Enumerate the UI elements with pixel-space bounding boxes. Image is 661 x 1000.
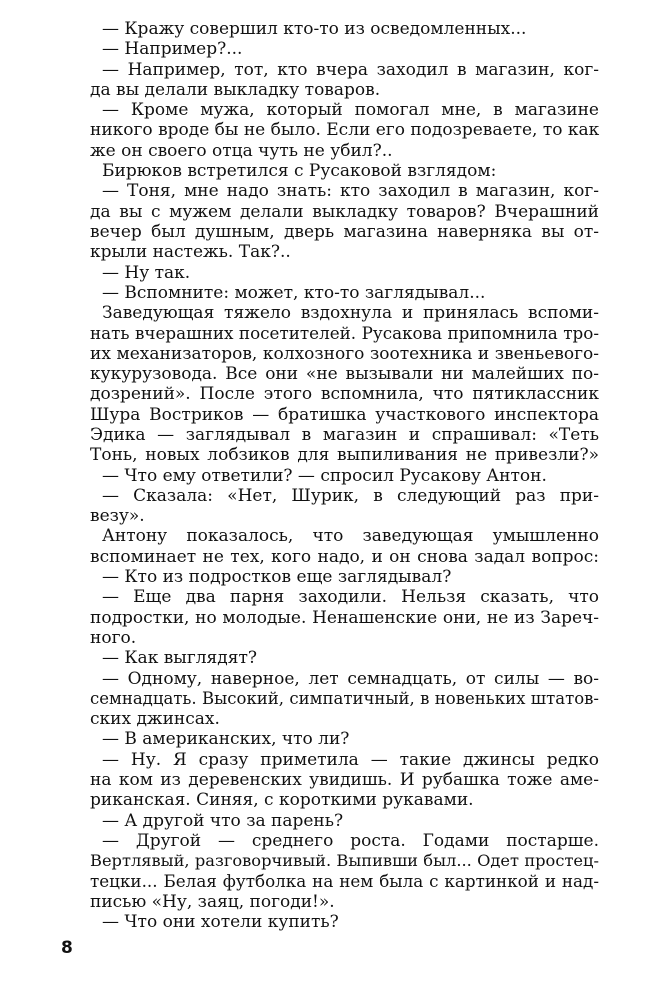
text-line: — А другой что за парень? [102,810,344,831]
text-line: — Ну так. [102,262,191,283]
text-line: — Другой — среднего роста. Годами постарше. [102,830,599,851]
text-line: их механизаторов, колхозного зоотехника и звеньевого- [90,343,599,364]
text-line: Эдика — заглядывал в магазин и спрашивал: «Теть [90,424,599,445]
text-line: подростки, но молодые. Ненашенские они, не из Зареч- [90,607,599,628]
text-line: на ком из деревенских увидишь. И рубашка тоже аме- [90,769,599,790]
text-line: нать вчерашних посетителей. Русакова припомнила тро- [90,323,599,344]
text-line: — Одному, наверное, лет семнадцать, от силы — во- [102,668,599,689]
text-line: Бирюков встретился с Русаковой взглядом: [102,161,497,182]
text-line: — Тоня, мне надо знать: кто заходил в магазин, ког- [102,181,599,202]
text-line: да вы делали выкладку товаров. [90,79,381,100]
text-line: — Ну. Я сразу приметила — такие джинсы редко [102,749,599,770]
text-line: Тонь, новых лобзиков для выпиливания не привезли?» [90,445,599,466]
text-line: — Кражу совершил кто-то из осведомленных... [102,19,527,39]
text-line: писью «Ну, заяц, погоди!». [90,891,335,912]
text-line: — Сказала: «Нет, Шурик, в следующий раз при- [102,485,599,506]
text-line: — Что ему ответили? — спросил Русакову Антон. [102,465,547,486]
text-line: же он своего отца чуть не убил?.. [90,140,393,161]
text-line: Шура Востриков — братишка участкового инспектора [90,404,599,425]
book-page-text [90,19,599,932]
text-line: ских джинсах. [90,709,220,730]
text-line: семнадцать. Высокий, симпатичный, в новеньких штатов- [90,688,599,708]
text-line: — Как выглядят? [102,648,257,669]
text-line: — В американских, что ли? [102,729,350,750]
text-line: — Что они хотели купить? [102,912,339,933]
text-line: вспоминает не тех, кого надо, и он снова задал вопрос: [90,546,599,567]
text-line: кукурузовода. Все они «не вызывали ни малейших по- [90,364,599,385]
text-line: везу». [90,506,145,527]
text-line: — Вспомните: может, кто-то заглядывал... [102,282,486,303]
text-line: крыли настежь. Так?.. [90,242,291,263]
text-line: вечер был душным, дверь магазина наверняка вы от- [90,221,599,242]
text-line: — Кто из подростков еще заглядывал? [102,567,452,588]
text-line: да вы с мужем делали выкладку товаров? Вчерашний [90,201,599,222]
text-line: никого вроде бы не было. Если его подозреваете, то как [90,120,600,141]
text-line: Заведующая тяжело вздохнула и принялась вспоми- [102,303,599,324]
text-line: — Кроме мужа, который помогал мне, в магазине [102,100,599,121]
text-line: тецки... Белая футболка на нем была с картинкой и над- [90,871,599,892]
text-line: Вертлявый, разговорчивый. Выпивши был... Одет простец- [90,851,599,871]
text-line: — Например, тот, кто вчера заходил в магазин, ког- [102,59,599,80]
text-line: ного. [90,627,137,648]
text-line: — Например?... [102,39,243,60]
text-line: Антону показалось, что заведующая умышленно [102,526,599,547]
page-number: 8 [61,938,73,958]
text-line: дозрений». После этого вспомнила, что пятиклассник [90,384,599,405]
text-line: — Еще два парня заходили. Нельзя сказать, что [102,587,599,608]
text-line: риканская. Синяя, с короткими рукавами. [90,790,474,811]
